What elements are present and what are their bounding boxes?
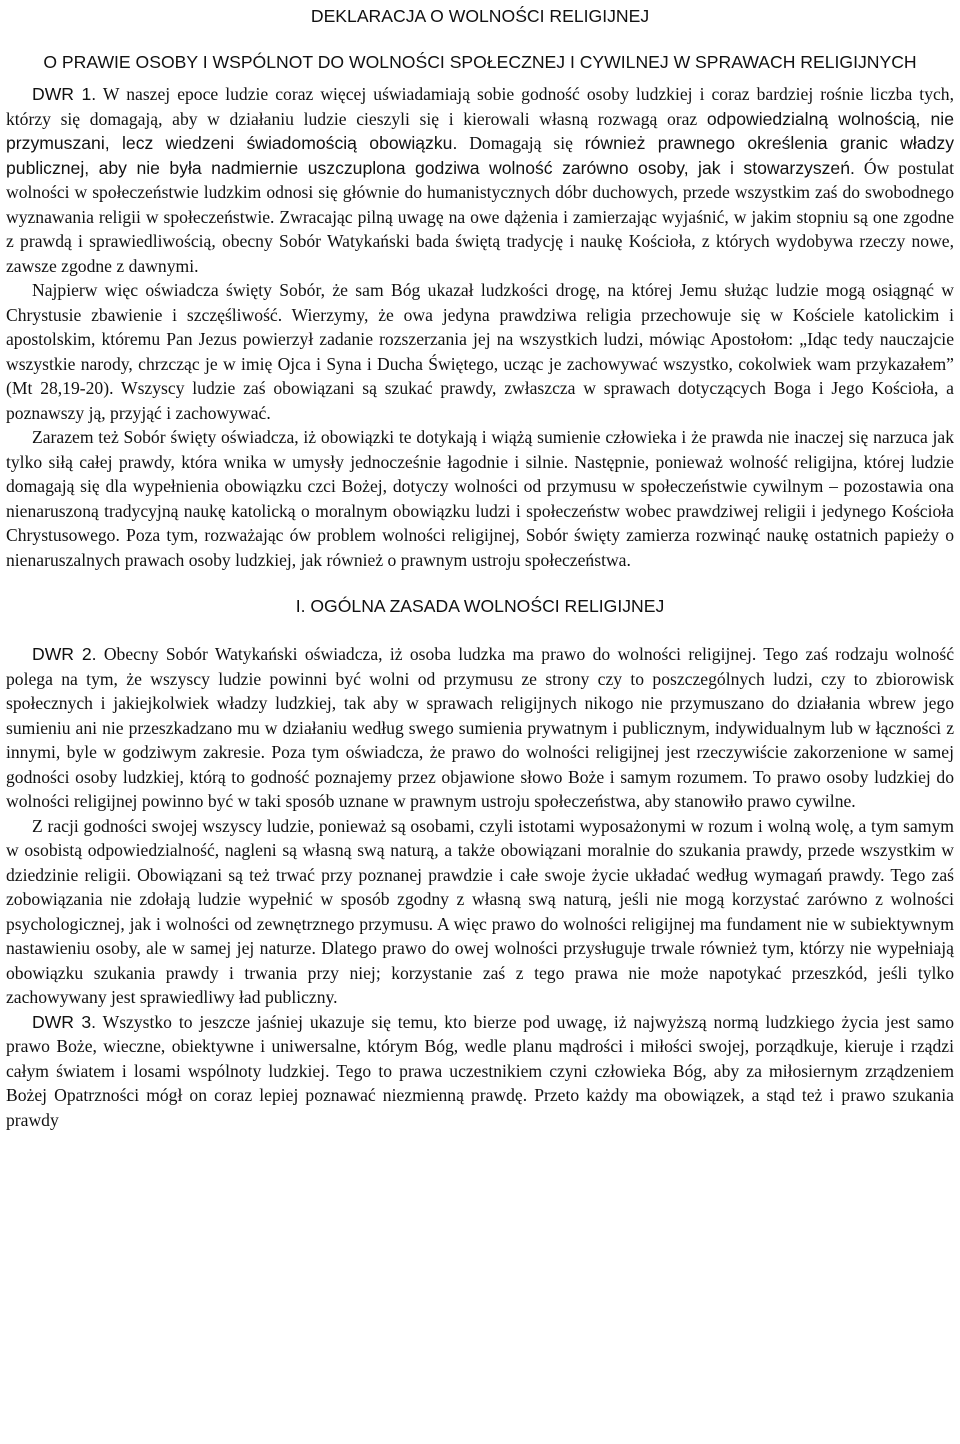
paragraph-text: odpowiedzialną wolnością, nie przymuszani, lecz wiedzeni świadomością obowiązku. [6,108,954,153]
paragraph-section-2: Z racji godności swojej wszyscy ludzie, ponieważ są osobami, czyli istotami wyposażonymi w rozum i wolną wolę, a tym samym w osobistą odpowiedzialność, nagleni są własną swą naturą, a także obowiązani moralnie do szukania prawdy, przede wszystkim w dziedzinie religii. Obowiązani są też trwać przy poznanej prawdzie i całe swoje życie układać według wymagań prawdy. Tego zaś zobowiązania nie zdołają ludzie wypełnić w sposób zgodny z własną swą naturą, jeśli nie mogą korzystać zarówno z wolności psychologicznej, jak i wolności od zewnętrznego przymusu. A więc prawo do wolności religijnej ma fundament nie w subiektywnym nastawieniu osoby, ale w samej jej naturze. Dlatego prawo do owej wolności przysługuje trwale również tym, którzy nie wypełniają obowiązku szukania prawdy i trwania przy niej; korzystanie zaś z tego prawa nie może napotykać przeszkód, jeśli tylko zachowywany jest sprawiedliwy ład publiczny. [6,815,954,1007]
paragraph-intro-2: Najpierw więc oświadcza święty Sobór, że sam Bóg ukazał ludzkości drogę, na której Jemu służąc ludzie mogą osiągnąć w Chrystusie zbawienie i szczęśliwość. Wierzymy, że owa jedyna prawdziwa religia przechowuje się w Kościele katolickim i apostolskim, któremu Pan Jezus powierzył zadanie rozszerzania jej na wszystkich ludzi, mówiąc Apostołom: „Idąc tedy nauczajcie wszystkie narody, chrzcząc je w imię Ojca i Syna i Ducha Świętego, ucząc je zachowywać wszystko, cokolwiek wam przykazałem” (Mt 28,19-20). Wszyscy ludzie zaś obowiązani są szukać prawdy, zwłaszcza w sprawach dotyczących Boga i Jego Kościoła, a poznawszy ją, przyjąć i zachowywać. [6,280,954,423]
paragraph-text: Domagają się [457,133,585,153]
paragraph-number: DWR 2. [32,644,97,664]
section-heading: I. OGÓLNA ZASADA WOLNOŚCI RELIGIJNEJ [295,596,665,616]
paragraph-number: DWR 3. [32,1011,97,1032]
paragraph-text: Obecny Sobór Watykański oświadcza, iż osoba ludzka ma prawo do wolności religijnej. Tego zaś rodzaju wolność polega na tym, że wszyscy ludzie powinni być wolni od przymusu ze strony czy to poszczególnych ludzi, czy to zbiorowisk społecznych i jakiejkolwiek władzy ludzkiej, tak aby w sprawach religijnych nikogo nie przymuszano do działania wbrew jego sumieniu ani nie przeszkadzano mu w działaniu według swego sumienia prywatnym i publicznym, indywidualnym lub w łączności z innymi, byle w godziwym zakresie. Poza tym oświadcza, że prawo do wolności religijnej jest rzeczywiście zakorzenione w samej godności osoby ludzkiej, którą to godność poznajemy przez objawione słowo Boże i samym rozumem. To prawo osoby ludzkiej do wolności religijnej powinno być w taki sposób uznane w prawnym ustroju społeczeństwa, aby stanowiło prawo cywilne. [6,644,955,811]
document-subtitle: O PRAWIE OSOBY I WSPÓLNOT DO WOLNOŚCI SPOŁECZNEJ I CYWILNEJ W SPRAWACH RELIGIJNYCH [43,52,917,72]
paragraph-text: również prawnego określenia granic władzy publicznej, aby nie była nadmiernie uszczuplona godziwa wolność zarówno osoby, jak i stowarzyszeń. [6,133,954,178]
paragraph-intro-3: Zarazem też Sobór święty oświadcza, iż obowiązki te dotykają i wiążą sumienie człowieka i że prawda nie inaczej się narzuca jak tylko siłą całej prawdy, która wnika w umysły jednocześnie łagodnie i silnie. Następnie, ponieważ wolność religijna, której ludzie domagają się dla wypełnienia obowiązku czci Bożej, dotyczy wolności od przymusu w społeczeństwie cywilnym – pozostawia ona nienaruszoną tradycyjną naukę katolicką o moralnym obowiązku ludzi i społeczeństw wobec prawdziwej religii i jedynego Kościoła Chrystusowego. Poza tym, rozważając ów problem wolności religijnej, Sobór święty zamierza rozwinąć naukę ostatnich papieży o nienaruszalnych prawach osoby ludzkiej, jak również o prawnym ustroju społeczeństwa. [6,427,954,570]
paragraph-number: DWR 1. [32,84,97,104]
paragraph-dwr-3 [6,1010,954,1133]
paragraph-text: Ów postulat wolności w społeczeństwie ludzkim odnosi się głównie do humanistycznych dóbr duchowych, przede wszystkim zaś do swobodnego wyznawania religii w społeczeństwie. Zwracając pilną uwagę na owe dążenia i zamierzając wyjaśnić, w jakim stopniu są one zgodne z prawdą i sprawiedliwością, obecny Sobór Watykański bada świętą tradycję i naukę Kościoła, z których wydobywa rzeczy nowe, zawsze zgodne z dawnymi. [6,157,954,276]
paragraph-text: W naszej epoce ludzie coraz więcej uświadamiają sobie godność osoby ludzkiej i coraz bardziej rośnie liczba tych, którzy się domagają, aby w działaniu ludzie cieszyli się i kierowali własną rozwagą oraz [6,84,954,129]
paragraph-dwr-1 [6,82,954,278]
paragraph-dwr-2 [6,642,954,814]
document-title: DEKLARACJA O WOLNOŚCI RELIGIJNEJ [310,6,650,26]
document-page [6,4,954,1132]
paragraph-text: Wszystko to jeszcze jaśniej ukazuje się temu, kto bierze pod uwagę, iż najwyższą normą ludzkiego życia jest samo prawo Boże, wieczne, obiektywne i uniwersalne, którym Bóg, wedle planu mądrości i miłości swojej, porządkuje, kieruje i rządzi całym światem i losami wspólnoty ludzkiej. Tego to prawa uczestnikiem czyni człowieka Bóg, aby za miłosiernym zrządzeniem Bożej Opatrzności mógł on coraz lepiej poznawać niezmienną prawdę. Przeto każdy ma obowiązek, a stąd też i prawo szukania prawdy [6,1011,955,1130]
